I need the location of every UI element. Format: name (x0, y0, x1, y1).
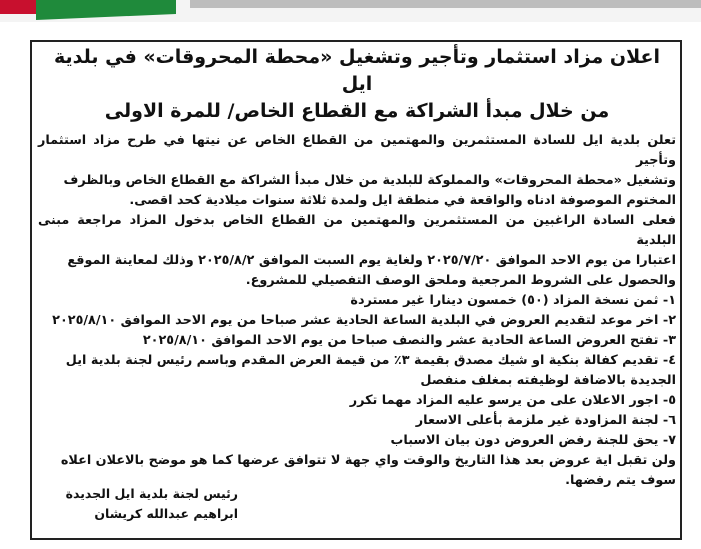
condition-item: ١- ثمن نسخة المزاد (٥٠) خمسون دينارا غير مستردة (350, 293, 676, 308)
intro-line: المختوم الموصوفة ادناه والواقعة في منطقة ايل ولمدة ثلاثة سنوات ميلادية كحد اقصى. (129, 193, 676, 208)
closing-line: ولن تقبل اية عروض بعد هذا التاريخ والوقت واي جهة لا تتوافق عرضها كما هو موضح بالاعلان اعلاه (60, 453, 676, 468)
instructions-line: اعتبارا من يوم الاحد الموافق ٢٠٢٥/٧/٢٠ ولغاية يوم السبت الموافق ٢٠٢٥/٨/٢ وذلك لمعاينة الموقع (67, 253, 676, 268)
closing-line: سوف يتم رفضها. (565, 473, 676, 488)
instructions-line: فعلى السادة الراغبين من المستثمرين والمهتمين من القطاع الخاص بدخول المزاد مراجعة مبنى البلدية (38, 213, 676, 248)
announcement-title (38, 44, 676, 125)
signature-name: ابراهيم عبدالله كريشان (94, 506, 238, 521)
condition-item: ٧- يحق للجنة رفض العروض دون بيان الاسباب (390, 433, 676, 448)
announcement-body (38, 44, 676, 491)
signature-title: رئيس لجنة بلدية ايل الجديدة (65, 486, 238, 501)
title-line: من خلال مبدأ الشراكة مع القطاع الخاص/ للمرة الاولى (104, 100, 610, 122)
condition-item: ٤- تقديم كفالة بنكية او شيك مصدق بقيمة ٣٪ من قيمة العرض المقدم وباسم رئيس لجنة بلدية ايل (65, 353, 676, 368)
condition-item-continuation: الجديدة بالاضافة لوظيفته بمغلف منفصل (420, 373, 676, 388)
condition-item: ٣- تفتح العروض الساعة الحادية عشر والنصف صباحا من يوم الاحد الموافق ٢٠٢٥/٨/١٠ (142, 333, 676, 348)
top-divider-line (190, 0, 701, 8)
title-line: اعلان مزاد استثمار وتأجير وتشغيل «محطة المحروقات» في بلدية ايل (53, 46, 661, 95)
condition-item: ٦- لجنة المزاودة غير ملزمة بأعلى الاسعار (415, 413, 676, 428)
condition-item: ٢- اخر موعد لتقديم العروض في البلدية الساعة الحادية عشر صباحا من يوم الاحد الموافق ٢٠٢٥/٨/١٠ (52, 313, 676, 328)
intro-line: تعلن بلدية ايل للسادة المستثمرين والمهتمين من القطاع الخاص عن نيتها في طرح مزاد استثمار وتأجير (38, 133, 676, 168)
intro-line: وتشغيل «محطة المحروقات» والمملوكة للبلدية من خلال مبدأ الشراكة مع القطاع الخاص وبالظرف (63, 173, 676, 188)
flag-red-stripe (0, 0, 36, 14)
condition-item: ٥- اجور الاعلان على من يرسو عليه المزاد مهما تكرر (349, 393, 676, 408)
signature-block (38, 484, 238, 524)
instructions-line: والحصول على الشروط المرجعية وملحق الوصف التفصيلي للمشروع. (245, 273, 676, 288)
